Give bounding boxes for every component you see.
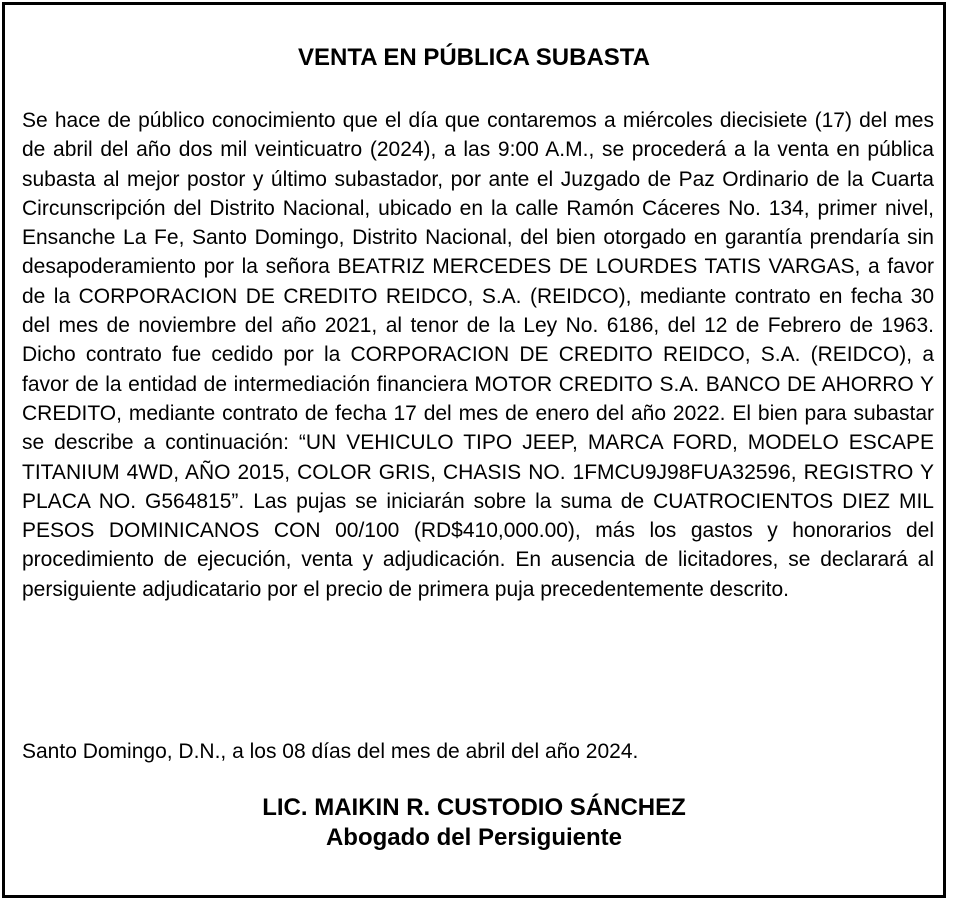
notice-date-line: Santo Domingo, D.N., a los 08 días del mes de abril del año 2024. <box>22 740 639 763</box>
signatory-role: Abogado del Persiguiente <box>325 824 623 851</box>
signatory-name: LIC. MAIKIN R. CUSTODIO SÁNCHEZ <box>262 794 686 821</box>
notice-body: Se hace de público conocimiento que el día que contaremos a miércoles diecisiete (17) del mes de abril del año dos mil veinticuatro (2024), a las 9:00 A.M., se procederá a la venta en pública subasta al mejor postor y último subastador, por ante el Juzgado de Paz Ordinario de la Cuarta Circunscripción del Distrito Nacional, ubicado en la calle Ramón Cáceres No. 134, primer nivel, Ensanche La Fe, Santo Domingo, Distrito Nacional, del bien otorgado en garantía prendaría sin desapoderamiento por la señora BEATRIZ MERCEDES DE LOURDES TATIS VARGAS, a favor de la CORPORACION DE CREDITO REIDCO, S.A. (REIDCO), mediante contrato en fecha 30 del mes de noviembre del año 2021, al tenor de la Ley No. 6186, del 12 de Febrero de 1963. Dicho contrato fue cedido por la CORPORACION DE CREDITO REIDCO, S.A. (REIDCO), a favor de la entidad de intermediación financiera MOTOR CREDITO S.A. BANCO DE AHORRO Y CREDITO, mediante contrato de fecha 17 del mes de enero del año 2022. El bien para subastar se describe a continuación: “UN VEHICULO TIPO JEEP, MARCA FORD, MODELO ESCAPE TITANIUM 4WD, AÑO 2015, COLOR GRIS, CHASIS NO. 1FMCU9J98FUA32596, REGISTRO Y PLACA NO. G564815”. Las pujas se iniciarán sobre la suma de CUATROCIENTOS DIEZ MIL PESOS DOMINICANOS CON 00/100 (RD$410,000.00), más los gastos y honorarios del procedimiento de ejecución, venta y adjudicación. En ausencia de licitadores, se declarará al persiguiente adjudicatario por el precio de primera puja precedentemente descrito. <box>22 109 934 601</box>
notice-title: VENTA EN PÚBLICA SUBASTA <box>297 44 650 71</box>
legal-notice <box>2 2 946 898</box>
